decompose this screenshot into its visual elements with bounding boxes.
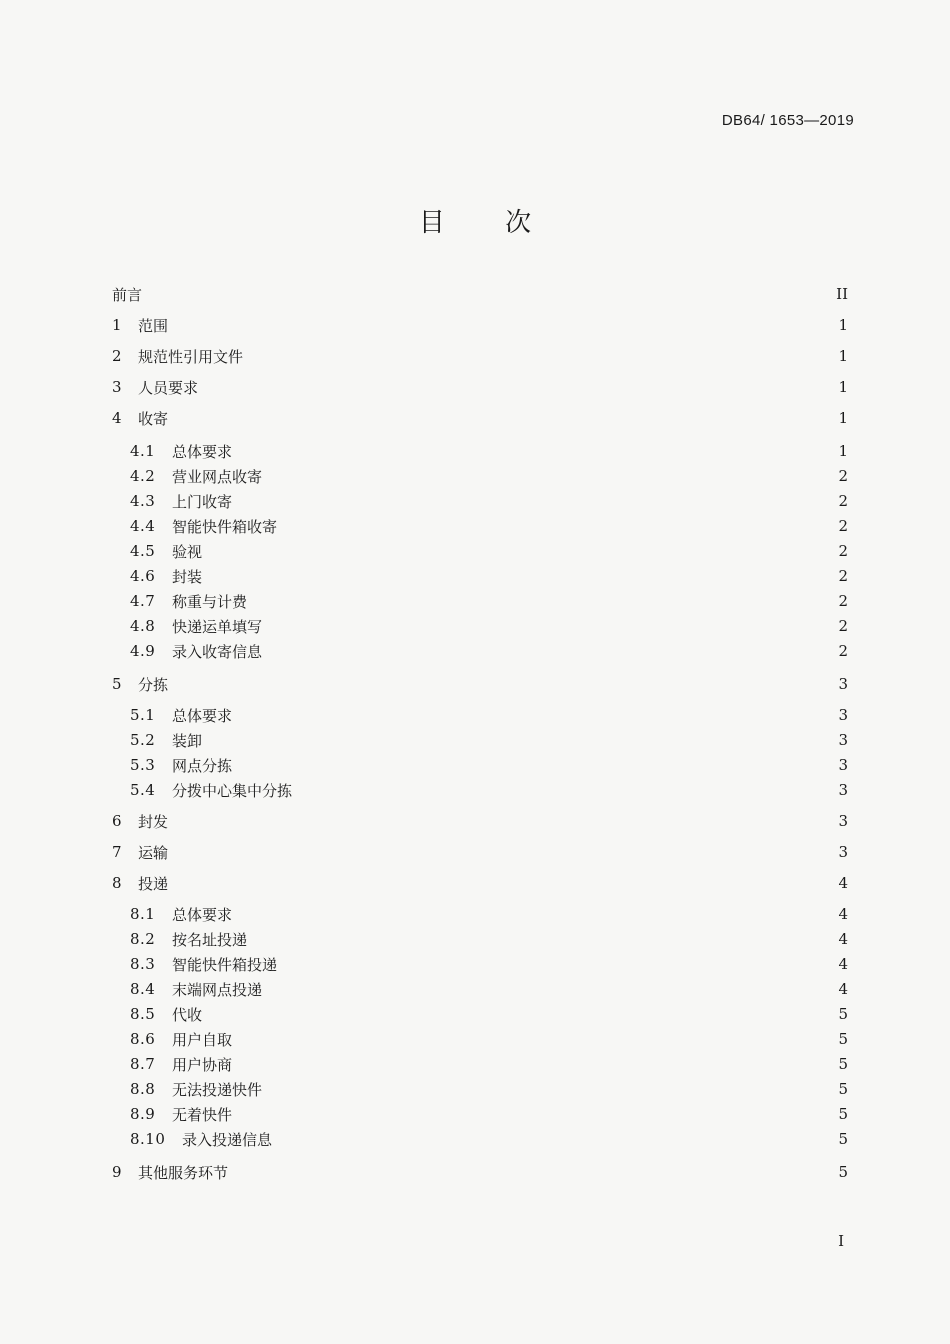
toc-dot-leader <box>240 1102 832 1126</box>
toc-entry-number: 8.7 <box>130 1055 156 1073</box>
toc-entry[interactable] <box>130 927 848 951</box>
standard-code: DB64/ 1653—2019 <box>721 112 854 129</box>
toc-entry-page: 1 <box>838 378 848 396</box>
toc-entry-page: II <box>836 285 848 303</box>
toc-dot-leader <box>240 439 832 463</box>
toc-dot-leader <box>240 1052 832 1076</box>
toc-entry-number: 6 <box>112 812 122 830</box>
toc-entry-page: 5 <box>838 1163 848 1181</box>
toc-entry-page: 3 <box>838 731 848 749</box>
toc-dot-leader <box>240 1027 832 1051</box>
toc-entry-number: 2 <box>112 347 122 365</box>
toc-entry-page: 2 <box>838 567 848 585</box>
toc-entry[interactable] <box>130 564 848 588</box>
toc-entry-number: 8.6 <box>130 1030 156 1048</box>
page-folio: I <box>838 1232 844 1250</box>
toc-entry-page: 3 <box>838 675 848 693</box>
toc-entry-label: 无法投递快件 <box>172 1080 263 1099</box>
toc-entry[interactable] <box>130 1077 848 1101</box>
toc-entry-page: 1 <box>838 347 848 365</box>
toc-entry-number: 5.1 <box>130 706 156 724</box>
toc-entry-label: 收寄 <box>138 409 169 428</box>
toc-entry-page: 4 <box>838 905 848 923</box>
toc-entry-page: 2 <box>838 592 848 610</box>
toc-entry[interactable] <box>130 589 848 613</box>
toc-entry-label: 用户协商 <box>172 1055 233 1074</box>
toc-entry-page: 3 <box>838 781 848 799</box>
toc-dot-leader <box>300 778 832 802</box>
toc-entry-label: 分拨中心集中分拣 <box>172 781 293 800</box>
toc-dot-leader <box>251 344 832 368</box>
toc-dot-leader <box>176 406 832 430</box>
toc-entry-page: 2 <box>838 542 848 560</box>
toc-entry[interactable] <box>130 1102 848 1126</box>
toc-dot-leader <box>210 539 832 563</box>
toc-entry[interactable] <box>112 344 848 368</box>
toc-entry-label: 录入收寄信息 <box>172 642 263 661</box>
toc-entry-number: 8.4 <box>130 980 156 998</box>
toc-entry-label: 前言 <box>112 285 143 304</box>
toc-entry[interactable] <box>130 703 848 727</box>
toc-entry-label: 智能快件箱投递 <box>172 955 278 974</box>
toc-entry[interactable] <box>130 489 848 513</box>
toc-entry-label: 总体要求 <box>172 706 233 725</box>
toc-entry-label: 分拣 <box>138 675 169 694</box>
toc-dot-leader <box>285 952 832 976</box>
toc-entry-label: 规范性引用文件 <box>138 347 244 366</box>
toc-entry-number: 5 <box>112 675 122 693</box>
toc-entry[interactable] <box>112 672 848 696</box>
toc-dot-leader <box>236 1160 832 1184</box>
toc-entry-label: 总体要求 <box>172 905 233 924</box>
toc-entry-label: 按名址投递 <box>172 930 248 949</box>
toc-dot-leader <box>270 977 832 1001</box>
toc-entry-number: 4.8 <box>130 617 156 635</box>
toc-dot-leader <box>285 514 832 538</box>
toc-entry[interactable] <box>130 728 848 752</box>
toc-entry-label: 总体要求 <box>172 442 233 461</box>
toc-entry-page: 3 <box>838 812 848 830</box>
toc-entry-page: 5 <box>838 1055 848 1073</box>
toc-entry-number: 3 <box>112 378 122 396</box>
toc-entry-page: 5 <box>838 1005 848 1023</box>
toc-entry-page: 3 <box>838 843 848 861</box>
toc-entry-label: 无着快件 <box>172 1105 233 1124</box>
toc-entry-number: 8.5 <box>130 1005 156 1023</box>
toc-entry[interactable] <box>112 375 848 399</box>
toc-entry[interactable] <box>130 514 848 538</box>
toc-entry[interactable] <box>130 1052 848 1076</box>
toc-entry-number: 8.3 <box>130 955 156 973</box>
toc-entry-label: 营业网点收寄 <box>172 467 263 486</box>
toc-entry-number: 4.7 <box>130 592 156 610</box>
toc-entry-number: 4.3 <box>130 492 156 510</box>
toc-entry-label: 用户自取 <box>172 1030 233 1049</box>
toc-entry-number: 1 <box>112 316 122 334</box>
toc-entry-label: 验视 <box>172 542 203 561</box>
toc-dot-leader <box>176 871 832 895</box>
toc-entry-page: 4 <box>838 955 848 973</box>
toc-dot-leader <box>270 639 832 663</box>
toc-entry-page: 5 <box>838 1105 848 1123</box>
toc-entry-number: 8.2 <box>130 930 156 948</box>
toc-dot-leader <box>210 564 832 588</box>
toc-entry[interactable] <box>112 313 848 337</box>
toc-dot-leader <box>270 1077 832 1101</box>
toc-entry-label: 网点分拣 <box>172 756 233 775</box>
toc-dot-leader <box>206 375 832 399</box>
toc-dot-leader <box>240 703 832 727</box>
toc-entry[interactable] <box>112 282 848 306</box>
toc-dot-leader <box>176 672 832 696</box>
toc-entry-label: 智能快件箱收寄 <box>172 517 278 536</box>
toc-entry-page: 2 <box>838 642 848 660</box>
toc-dot-leader <box>255 927 832 951</box>
toc-dot-leader <box>270 614 832 638</box>
toc-entry-number: 4.5 <box>130 542 156 560</box>
toc-entry-label: 其他服务环节 <box>138 1163 229 1182</box>
toc-entry[interactable] <box>130 1027 848 1051</box>
toc-entry-page: 4 <box>838 874 848 892</box>
toc-entry[interactable] <box>112 840 848 864</box>
toc-entry-label: 投递 <box>138 874 169 893</box>
toc-dot-leader <box>176 840 832 864</box>
toc-dot-leader <box>210 1002 832 1026</box>
toc-entry[interactable] <box>112 406 848 430</box>
toc-entry-page: 2 <box>838 617 848 635</box>
toc-entry-number: 5.3 <box>130 756 156 774</box>
toc-entry[interactable] <box>130 464 848 488</box>
toc-entry-number: 4.6 <box>130 567 156 585</box>
toc-entry-label: 代收 <box>172 1005 203 1024</box>
toc-dot-leader <box>240 753 832 777</box>
toc-entry[interactable] <box>130 439 848 463</box>
toc-dot-leader <box>176 313 832 337</box>
toc-dot-leader <box>255 589 832 613</box>
toc-entry[interactable] <box>130 1002 848 1026</box>
toc-dot-leader <box>210 728 832 752</box>
toc-entry[interactable] <box>112 1160 848 1184</box>
toc-entry[interactable] <box>130 614 848 638</box>
toc-entry-number: 4.4 <box>130 517 156 535</box>
toc-entry[interactable] <box>130 778 848 802</box>
toc-entry-page: 4 <box>838 980 848 998</box>
toc-title: 目 次 <box>418 208 558 238</box>
toc-entry-page: 5 <box>838 1030 848 1048</box>
toc-entry[interactable] <box>130 1127 848 1151</box>
toc-entry-number: 4 <box>112 409 122 427</box>
toc-entry-number: 8.8 <box>130 1080 156 1098</box>
toc-dot-leader <box>270 464 832 488</box>
toc-entry-label: 人员要求 <box>138 378 199 397</box>
toc-entry-number: 4.1 <box>130 442 156 460</box>
toc-entry-label: 快递运单填写 <box>172 617 263 636</box>
toc-entry-page: 5 <box>838 1130 848 1148</box>
toc-dot-leader <box>280 1127 832 1151</box>
toc-entry-number: 7 <box>112 843 122 861</box>
toc-entry-label: 封发 <box>138 812 169 831</box>
toc-entry-page: 3 <box>838 756 848 774</box>
toc-entry[interactable] <box>130 753 848 777</box>
toc-entry-label: 末端网点投递 <box>172 980 263 999</box>
toc-entry[interactable] <box>130 952 848 976</box>
toc-entry-number: 4.2 <box>130 467 156 485</box>
toc-dot-leader <box>150 282 832 306</box>
toc-entry-label: 上门收寄 <box>172 492 233 511</box>
toc-dot-leader <box>176 809 832 833</box>
toc-entry-page: 1 <box>838 316 848 334</box>
toc-entry-page: 2 <box>838 467 848 485</box>
toc-entry-number: 8.9 <box>130 1105 156 1123</box>
toc-entry-page: 1 <box>838 409 848 427</box>
toc-entry-label: 装卸 <box>172 731 203 750</box>
toc-entry-page: 4 <box>838 930 848 948</box>
toc-entry-page: 1 <box>838 442 848 460</box>
toc-entry-number: 8.10 <box>130 1130 166 1148</box>
toc-entry[interactable] <box>130 902 848 926</box>
toc-entry-label: 运输 <box>138 843 169 862</box>
toc-dot-leader <box>240 489 832 513</box>
toc-entry-number: 9 <box>112 1163 122 1181</box>
toc-entry[interactable] <box>130 639 848 663</box>
toc-entry-page: 5 <box>838 1080 848 1098</box>
toc-entry-label: 录入投递信息 <box>182 1130 273 1149</box>
toc-entry-label: 称重与计费 <box>172 592 248 611</box>
toc-entry[interactable] <box>130 977 848 1001</box>
toc-entry-number: 8 <box>112 874 122 892</box>
toc-entry-number: 8.1 <box>130 905 156 923</box>
toc-entry-page: 2 <box>838 492 848 510</box>
toc-entry[interactable] <box>112 809 848 833</box>
toc-entry-number: 5.4 <box>130 781 156 799</box>
toc-entry-page: 3 <box>838 706 848 724</box>
toc-entry[interactable] <box>130 539 848 563</box>
toc-entry-label: 范围 <box>138 316 169 335</box>
toc-entry-page: 2 <box>838 517 848 535</box>
toc-entry[interactable] <box>112 871 848 895</box>
toc-entry-number: 5.2 <box>130 731 156 749</box>
toc-entry-number: 4.9 <box>130 642 156 660</box>
toc-dot-leader <box>240 902 832 926</box>
toc-entry-label: 封装 <box>172 567 203 586</box>
